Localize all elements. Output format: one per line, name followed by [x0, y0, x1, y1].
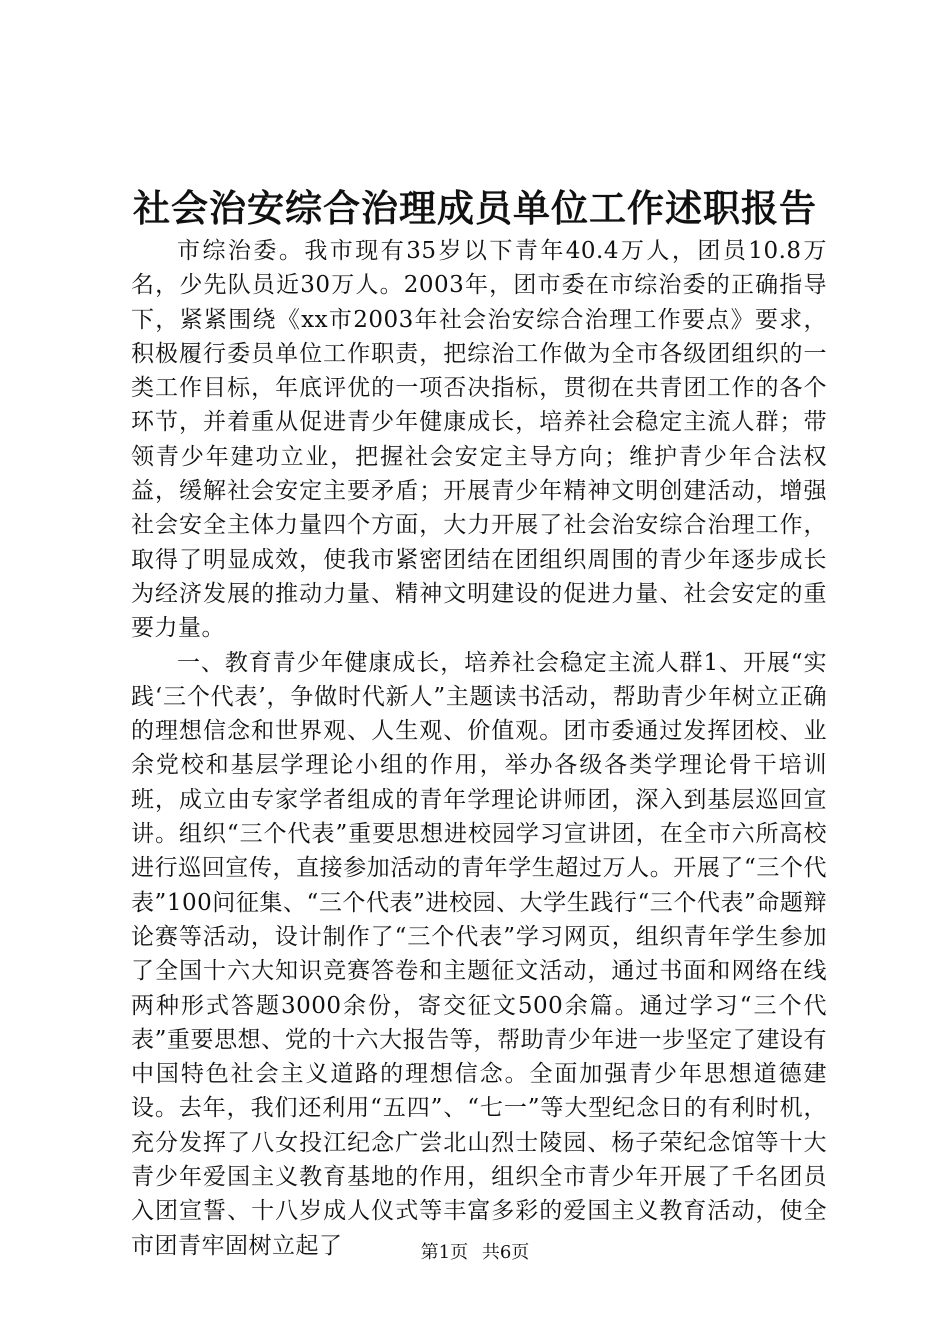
document-body: [131, 234, 827, 1263]
body-paragraph-section-1: 一、教育青少年健康成长，培养社会稳定主流人群1、开展“实践‘三个代表’，争做时代新人”主题读书活动，帮助青少年树立正确的理想信念和世界观、人生观、价值观。团市委通过发挥团校、业余党校和基层学理论小组的作用，举办各级各类学理论骨干培训班，成立由专家学者组成的青年学理论讲师团，深入到基层巡回宣讲。组织“三个代表”重要思想进校园学习宣讲团，在全市六所高校进行巡回宣传，直接参加活动的青年学生超过万人。开展了“三个代表”100问征集、“三个代表”进校园、大学生践行“三个代表”命题辩论赛等活动，设计制作了“三个代表”学习网页，组织青年学生参加了全国十六大知识竞赛答卷和主题征文活动，通过书面和网络在线两种形式答题3000余份，寄交征文500余篇。通过学习“三个代表”重要思想、党的十六大报告等，帮助青少年进一步坚定了建设有中国特色社会主义道路的理想信念。全面加强青少年思想道德建设。去年，我们还利用“五四”、“七一”等大型纪念日的有利时机，充分发挥了八女投江纪念广尝北山烈士陵园、杨子荣纪念馆等十大青少年爱国主义教育基地的作用，组织全市青少年开展了千名团员入团宣誓、十八岁成人仪式等丰富多彩的爱国主义教育活动，使全市团青牢固树立起了: [131, 649, 827, 1259]
document-title: 社会治安综合治理成员单位工作述职报告: [133, 186, 817, 230]
page-total: 共6页: [481, 1242, 530, 1263]
page-footer: [0, 1241, 950, 1265]
page-number: 第1页: [420, 1242, 469, 1263]
body-paragraph-intro: 市综治委。我市现有35岁以下青年40.4万人，团员10.8万名，少先队员近30万人。2003年，团市委在市综治委的正确指导下，紧紧围绕《xx市2003年社会治安综合治理工作要点》要求，积极履行委员单位工作职责，把综治工作做为全市各级团组织的一类工作目标，年底评优的一项否决指标，贯彻在共青团工作的各个环节，并着重从促进青少年健康成长，培养社会稳定主流人群；带领青少年建功立业，把握社会安定主导方向；维护青少年合法权益，缓解社会安定主要矛盾；开展青少年精神文明创建活动，增强社会安全主体力量四个方面，大力开展了社会治安综合治理工作，取得了明显成效，使我市紧密团结在团组织周围的青少年逐步成长为经济发展的推动力量、精神文明建设的促进力量、社会安定的重要力量。: [131, 238, 827, 642]
